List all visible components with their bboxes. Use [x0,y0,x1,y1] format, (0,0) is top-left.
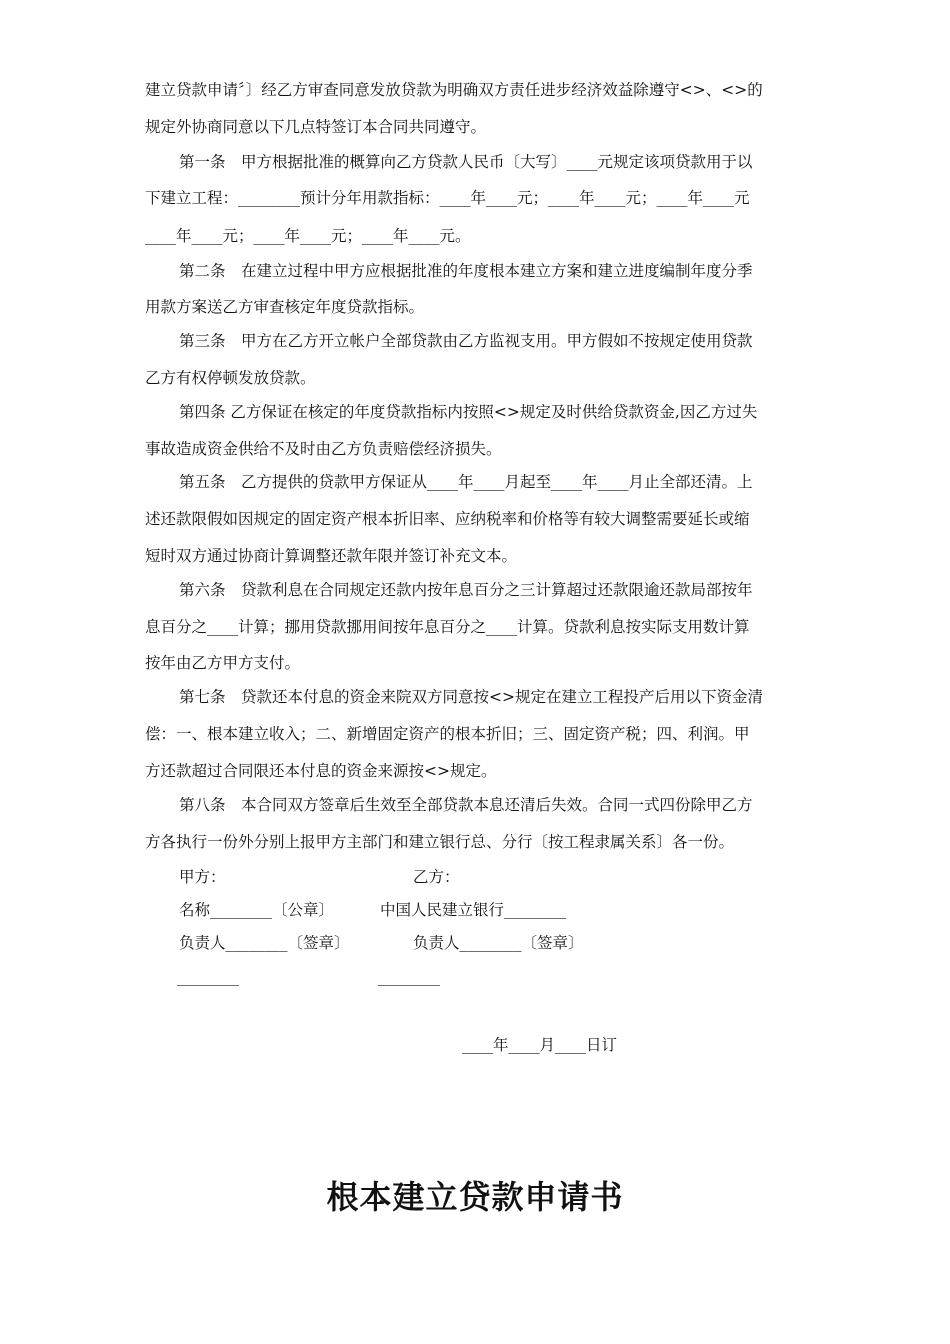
article-4-line: 第四条 乙方保证在核定的年度贷款指标内按照<>规定及时供给贷款资金,因乙方过失 [179,403,758,421]
body-line: 述还款限假如因规定的固定资产根本折旧率、应纳税率和价格等有较大调整需要延长或缩 [145,510,750,528]
body-line: 偿：一、根本建立收入；二、新增固定资产的根本折旧；三、固定资产税；四、利润。甲 [145,725,750,743]
party-b-signature-blank: ________ [378,968,440,986]
party-b-label: 乙方： [413,868,460,886]
body-line: 按年由乙方甲方支付。 [145,654,301,672]
signing-date: ____年____月____日订 [462,1036,618,1054]
party-a-label: 甲方： [179,868,226,886]
body-line: 规定外协商同意以下几点特签订本合同共同遵守。 [145,118,487,136]
next-document-title: 根本建立贷款申请书 [326,1178,624,1216]
body-line: 方各执行一份外分别上报甲方主部门和建立银行总、分行〔按工程隶属关系〕各一份。 [145,833,735,851]
party-a-signature-blank: ________ [177,968,239,986]
party-a-name: 名称________〔公章〕 [179,901,335,919]
article-8-line: 第八条 本合同双方签章后生效至全部贷款本息还清后失效。合同一式四份除甲乙方 [179,796,753,814]
article-5-line: 第五条 乙方提供的贷款甲方保证从____年____月起至____年____月止全部还清。上 [179,473,753,491]
party-b-responsible: 负责人________〔签章〕 [413,934,584,952]
body-line: 事故造成资金供给不及时由乙方负责赔偿经济损失。 [145,440,502,458]
body-line: 用款方案送乙方审查核定年度贷款指标。 [145,298,425,316]
body-line: 下建立工程：________预计分年用款指标：____年____元；____年____元；____年____元 [145,189,750,207]
article-2-line: 第二条 在建立过程中甲方应根据批准的年度根本建立方案和建立进度编制年度分季 [179,262,753,280]
body-line: 息百分之____计算；挪用贷款挪用间按年息百分之____计算。贷款利息按实际支用数计算 [145,618,750,636]
body-line: 方还款超过合同限还本付息的资金来源按<>规定。 [145,762,497,780]
article-1-line: 第一条 甲方根据批准的概算向乙方贷款人民币〔大写〕____元规定该项贷款用于以 [179,153,753,171]
article-6-line: 第六条 贷款利息在合同规定还款内按年息百分之三计算超过还款限逾还款局部按年 [179,581,753,599]
body-line: 乙方有权停顿发放贷款。 [145,369,316,387]
body-line: ____年____元；____年____元；____年____元。 [145,227,471,245]
body-line: 短时双方通过协商计算调整还款年限并签订补充文本。 [145,547,518,565]
party-a-responsible: 负责人________〔签章〕 [179,934,350,952]
article-3-line: 第三条 甲方在乙方开立帐户全部贷款由乙方监视支用。甲方假如不按规定使用贷款 [179,332,753,350]
body-line: 建立贷款申请〞〕经乙方审查同意发放贷款为明确双方责任进步经济效益除遵守<>、<>的 [145,81,763,99]
party-b-name: 中国人民建立银行________ [380,901,567,919]
article-7-line: 第七条 贷款还本付息的资金来院双方同意按<>规定在建立工程投产后用以下资金清 [179,688,763,706]
